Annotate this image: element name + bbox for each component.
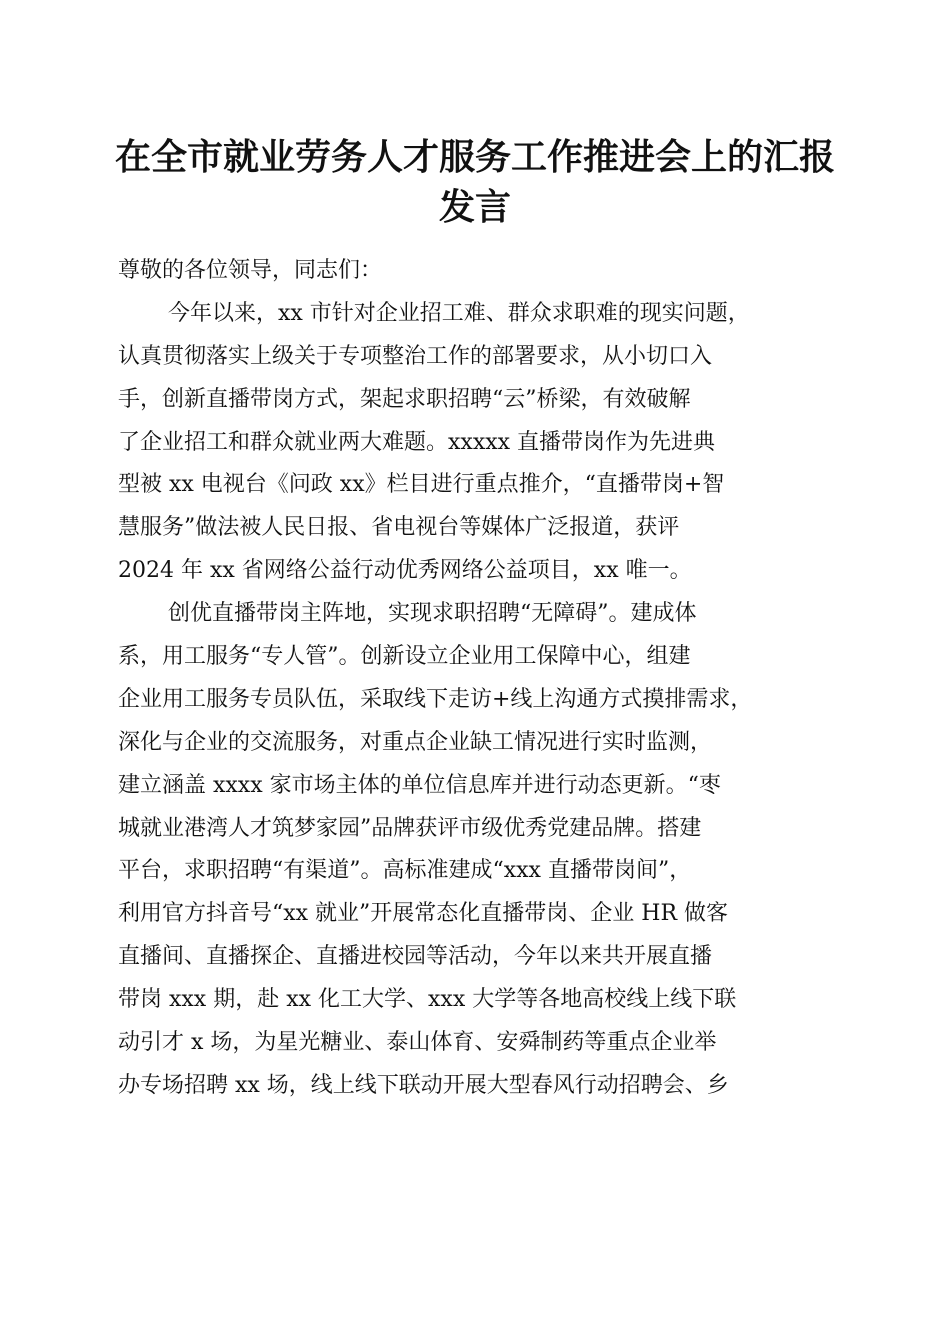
paragraph-line: 城就业港湾人才筑梦家园”品牌获评市级优秀党建品牌。搭建 <box>118 815 702 841</box>
document-title <box>100 132 850 232</box>
paragraph-line: 创优直播带岗主阵地，实现求职招聘“无障碍”。建成体 <box>168 601 697 627</box>
paragraph-1 <box>118 293 838 593</box>
paragraph-line: 平台，求职招聘“有渠道”。高标准建成“xxx 直播带岗间”， <box>118 858 692 884</box>
title-line-2: 发言 <box>438 186 511 228</box>
paragraph-line: 认真贯彻落实上级关于专项整治工作的部署要求，从小切口入 <box>118 343 713 369</box>
paragraph-line: 系，用工服务“专人管”。创新设立企业用工保障中心，组建 <box>118 644 691 670</box>
paragraph-line: 办专场招聘 xx 场，线上线下联动开展大型春风行动招聘会、乡 <box>118 1072 729 1098</box>
paragraph-line: 企业用工服务专员队伍，采取线下走访+线上沟通方式摸排需求， <box>118 686 753 712</box>
paragraph-line: 带岗 xxx 期，赴 xx 化工大学、xxx 大学等各地高校线上线下联 <box>118 987 737 1013</box>
title-line-1: 在全市就业劳务人才服务工作推进会上的汇报 <box>114 136 835 178</box>
document-body <box>118 250 838 1108</box>
paragraph-2 <box>118 593 838 1108</box>
paragraph-line: 建立涵盖 xxxx 家市场主体的单位信息库并进行动态更新。“枣 <box>118 772 721 798</box>
paragraph-line: 慧服务”做法被人民日报、省电视台等媒体广泛报道，获评 <box>118 515 680 541</box>
paragraph-line: 手，创新直播带岗方式，架起求职招聘“云”桥梁，有效破解 <box>118 386 691 412</box>
paragraph-line: 深化与企业的交流服务，对重点企业缺工情况进行实时监测， <box>118 729 713 755</box>
paragraph-line: 了企业招工和群众就业两大难题。xxxxx 直播带岗作为先进典 <box>118 429 716 455</box>
salutation: 尊敬的各位领导，同志们： <box>118 258 383 283</box>
paragraph-line: 2024 年 xx 省网络公益行动优秀网络公益项目，xx 唯一。 <box>118 558 692 584</box>
paragraph-line: 型被 xx 电视台《问政 xx》栏目进行重点推介，“直播带岗+智 <box>118 472 725 498</box>
paragraph-line: 直播间、直播探企、直播进校园等活动，今年以来共开展直播 <box>118 944 713 970</box>
paragraph-line: 今年以来，xx 市针对企业招工难、群众求职难的现实问题， <box>168 300 750 326</box>
paragraph-line: 利用官方抖音号“xx 就业”开展常态化直播带岗、企业 HR 做客 <box>118 901 729 927</box>
paragraph-line: 动引才 x 场，为星光糖业、泰山体育、安舜制药等重点企业举 <box>118 1030 717 1056</box>
